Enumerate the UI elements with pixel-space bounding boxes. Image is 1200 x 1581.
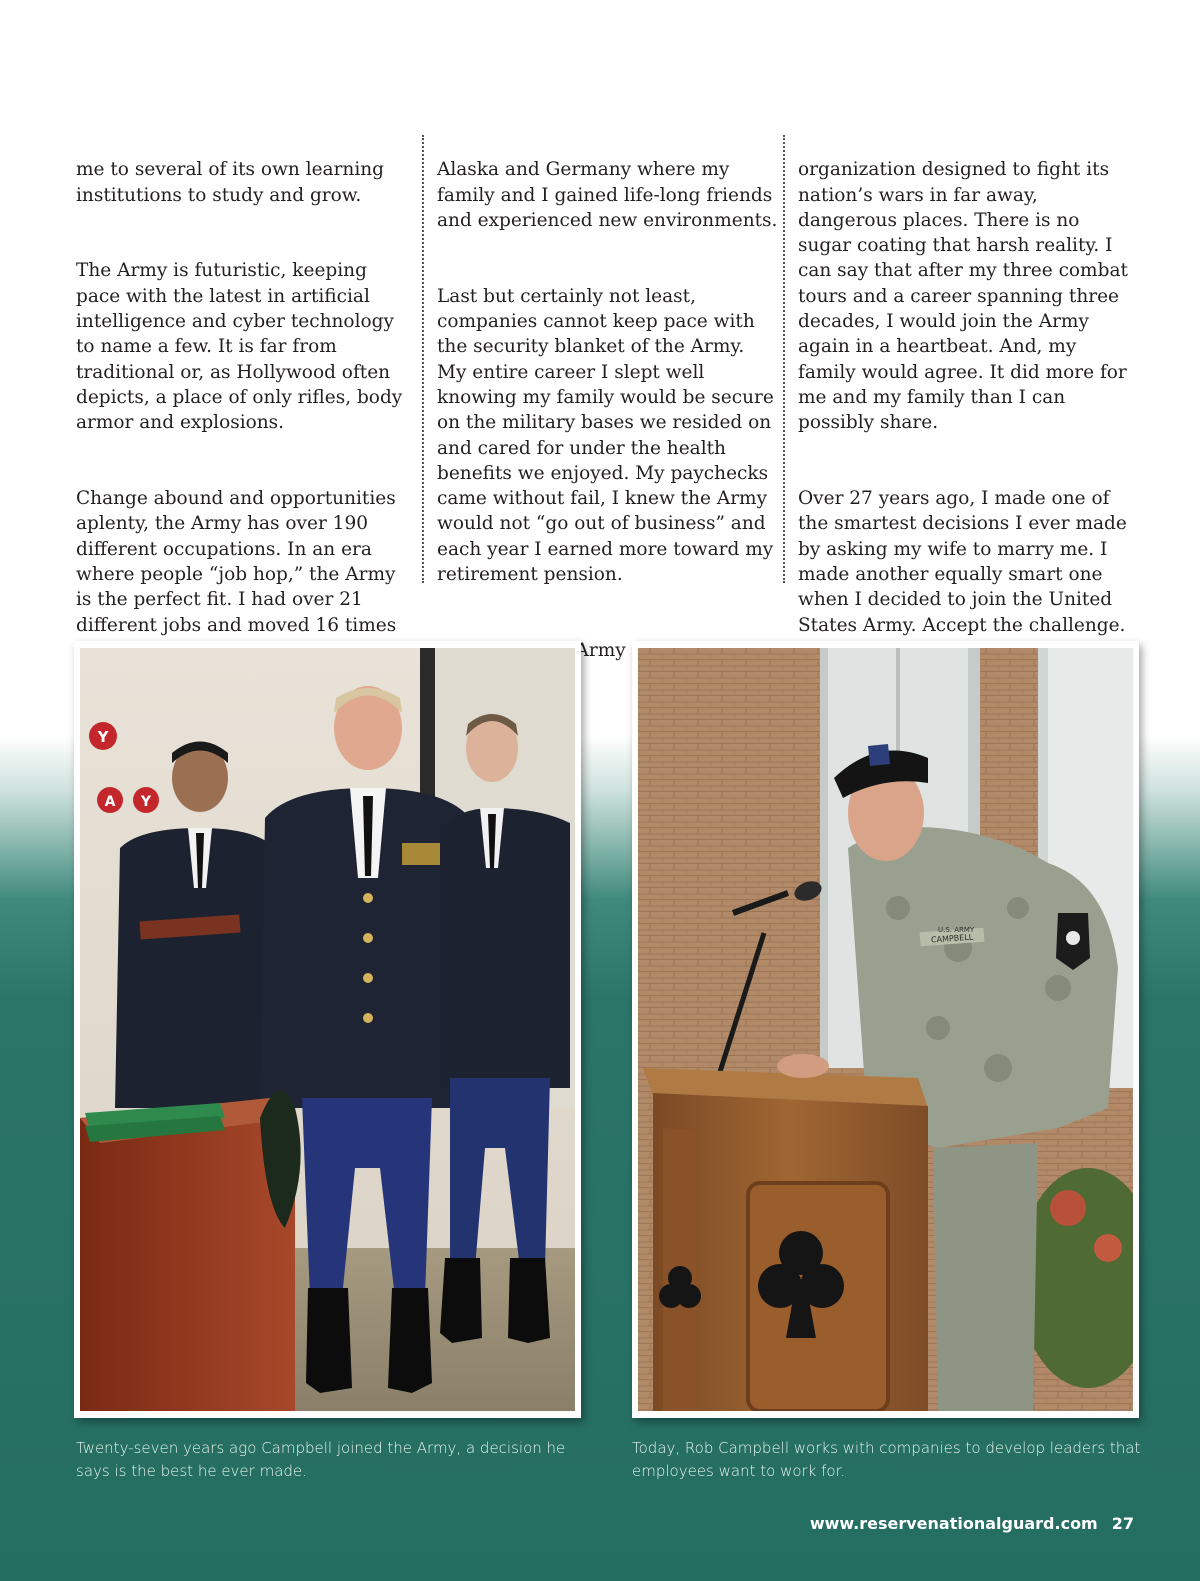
article-column-3 xyxy=(798,132,1138,714)
svg-text:CAMPBELL: CAMPBELL xyxy=(930,932,974,945)
website-link[interactable]: www.reservenationalguard.com xyxy=(809,1514,1098,1533)
svg-text:Y: Y xyxy=(97,728,109,746)
column-divider xyxy=(783,135,785,583)
photo-frame-ceremony xyxy=(74,641,581,1418)
svg-text:U.S. ARMY: U.S. ARMY xyxy=(938,926,975,934)
article-column-2 xyxy=(437,132,779,689)
paragraph: Last but certainly not least, companies cannot keep pace with the security blanket of the Army. My entire career I slept well knowing my family would be secure on the military bases we resided on and cared for under the health benefits we enjoyed. My paychecks came without fail, I knew the Army would not “go out of business” and each year I earned more toward my retirement pension. xyxy=(437,285,774,586)
article-column-1 xyxy=(76,132,416,714)
photo-caption-ceremony: Twenty-seven years ago Campbell joined the Army, a decision he says is the best he ever made. xyxy=(76,1439,566,1480)
paragraph: organization designed to fight its nation’s wars in far away, dangerous places. There is no sugar coating that harsh reality. I can say that after my three combat tours and a career spanning three decades, I would join the Army again in a heartbeat. And, my family would agree. It did more for me and my family than I can possibly share. xyxy=(798,159,1128,434)
svg-text:A: A xyxy=(104,794,116,810)
ceremony-photo xyxy=(80,648,575,1411)
photo-frame-podium xyxy=(632,641,1139,1418)
paragraph: Change abound and opportunities aplenty, the Army has over 190 different occupations. In an era where people “job hop,” the Army is the perfect fit. I had over 21 different jobs and moved 16 times xyxy=(76,488,397,636)
podium-photo xyxy=(638,648,1133,1411)
paragraph: Army xyxy=(575,639,626,661)
closing-text: Over 27 years ago, I made one of the smartest decisions I ever made by asking my wife to marry me. I made another equally smart one when I decided to join the United States Army. Accept the challenge. xyxy=(798,488,1127,636)
paragraph: me to several of its own learning institutions to study and grow. xyxy=(76,159,385,206)
paragraph: The Army is futuristic, keeping pace with the latest in artificial intelligence and cyber technology to name a few. It is far from traditional or, as Hollywood often depicts, a place of only rifles, body armor and explosions. xyxy=(76,260,403,434)
page-number: 27 xyxy=(1111,1514,1134,1533)
svg-text:Y: Y xyxy=(140,794,152,810)
column-divider xyxy=(422,135,424,583)
page-footer xyxy=(810,1514,1134,1533)
paragraph: Alaska and Germany where my family and I gained life-long friends and experienced new environments. xyxy=(437,159,778,231)
photo-caption-podium: Today, Rob Campbell works with companies to develop leaders that employees want to work for. xyxy=(632,1439,1141,1480)
